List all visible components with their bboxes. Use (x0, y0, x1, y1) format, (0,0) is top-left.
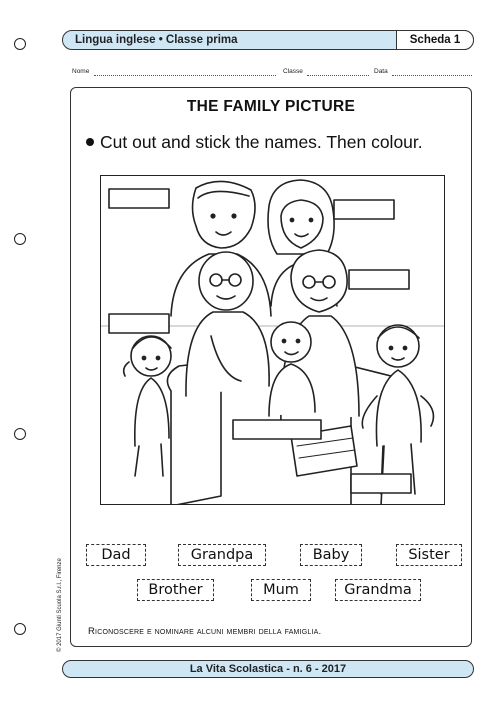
subject-label: Lingua inglese • Classe prima (75, 34, 238, 46)
name-card-sister[interactable]: Sister (396, 544, 462, 566)
class-label: Classe (283, 68, 303, 75)
name-cards (70, 540, 472, 610)
bullet-icon (86, 138, 94, 146)
class-field[interactable] (307, 75, 369, 76)
instruction (86, 132, 423, 153)
name-card-brother[interactable]: Brother (137, 579, 214, 601)
instruction-text: Cut out and stick the names. Then colour. (100, 132, 423, 152)
learning-objective: Riconoscere e nominare alcuni membri della famiglia. (88, 626, 322, 637)
name-card-grandpa[interactable]: Grandpa (178, 544, 266, 566)
worksheet-title: THE FAMILY PICTURE (186, 98, 356, 115)
copyright-notice: © 2017 Giunti Scuola S.r.l., Firenze (57, 558, 63, 652)
date-field[interactable] (392, 75, 472, 76)
header-band (62, 30, 474, 50)
grandma-figure (281, 250, 359, 476)
binder-hole (14, 233, 26, 245)
name-card-baby[interactable]: Baby (300, 544, 362, 566)
footer-band: La Vita Scolastica - n. 6 - 2017 (62, 660, 474, 678)
name-field[interactable] (94, 75, 276, 76)
name-card-grandma[interactable]: Grandma (335, 579, 421, 601)
sheet-number: Scheda 1 (396, 30, 474, 50)
sister-figure (124, 336, 171, 476)
student-fields (72, 68, 472, 80)
family-picture (100, 175, 445, 505)
binder-hole (14, 38, 26, 50)
name-card-dad[interactable]: Dad (86, 544, 146, 566)
binder-hole (14, 428, 26, 440)
binder-hole (14, 623, 26, 635)
date-label: Data (374, 68, 388, 75)
name-label: Nome (72, 68, 90, 75)
name-card-mum[interactable]: Mum (251, 579, 311, 601)
